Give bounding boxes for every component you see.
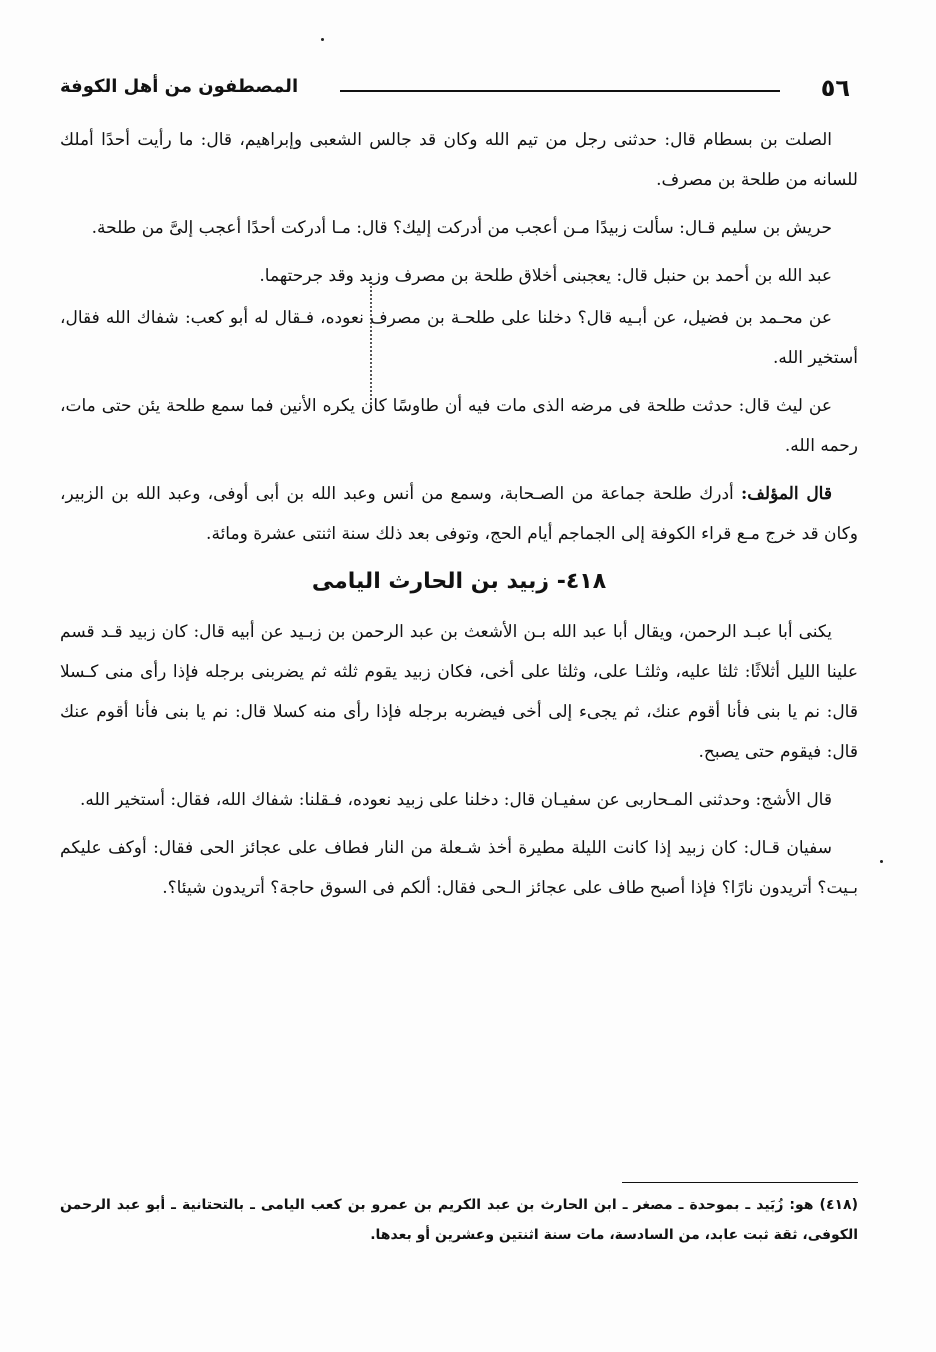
paragraph-text: سفيان قـال: كان زبيد إذا كانت الليلة مطيرة أخذ شـعلة من النار فطاف على عجائز الحى فقال: أوكف عليكم بـيت؟ أتريدون نارًا؟ فإذا أصبح طاف على عجائز الـحى فقال: ألكم فى السوق حاجة؟ أتريدون شيئا؟. [60, 838, 858, 898]
page-number: ٥٦ [820, 74, 850, 102]
paragraph [60, 612, 858, 772]
paragraph [60, 780, 858, 820]
paragraph-text: عبد الله بن أحمد بن حنبل قال: يعجبنى أخلاق طلحة بن مصرف وزيد وقد جرحتهما. [259, 266, 832, 286]
page-header [60, 70, 850, 110]
paragraph [60, 474, 858, 554]
paragraph [60, 208, 858, 248]
paragraph-text: يكنى أبا عبـد الرحمن، ويقال أبا عبد الله بـن الأشعث بن عبد الرحمن بن زبـيد عن أبيه قال: كان زبيد قـد قسم علينا الليل أثلاثًا: ثلثا عليه، وثلثـا على، وثلثا على أخى، فكان زبيد يقوم ثلثه ثم يضربنى برجله فإذا رأى منى كـسلا قال: نم يا بنى فأنا أقوم عنك، ثم يجىء إلى أخى فيضربه برجله فإذا رأى منه كسلا قال: نم يا بنى فأنا أقوم عنك قال: فيقوم حتى يصبح. [60, 622, 858, 762]
paragraph-text: أدرك طلحة جماعة من الصـحابة، وسمع من أنس وعبد الله بن أبى أوفى، وعبد الله بن الزبير، وكان قد خرج مـع قراء الكوفة إلى الجماجم أيام الحج، وتوفى بعد ذلك سنة اثنتى عشرة ومائة. [60, 484, 858, 544]
paragraph-text: الصلت بن بسطام قال: حدثنى رجل من تيم الله وكان قد جالس الشعبى وإبراهيم، قال: ما رأيت أحدًا أملك للسانه من طلحة بن مصرف. [60, 130, 858, 190]
paragraph [60, 386, 858, 466]
paragraph-text: قال الأشج: وحدثنى المـحاربى عن سفيـان قال: دخلنا على زبيد نعوده، فـقلنا: شفاك الله، فقال: أستخير الله. [79, 790, 832, 810]
paragraph [60, 256, 858, 296]
footnote-rule [622, 1182, 858, 1183]
paragraph-text: عن محـمد بن فضيل، عن أبـيه قال؟ دخلنا على طلحـة بن مصرف نعوده، فـقال له أبو كعب: شفاك الله فقال، أستخير الله. [60, 308, 858, 368]
scan-speck [880, 860, 883, 863]
paragraph [60, 120, 858, 200]
paragraph-lead: قال المؤلف: [741, 484, 832, 504]
footnote: (٤١٨) هو: زُبَيد ـ بموحدة ـ مصغر ـ ابن الحارث بن عبد الكريم بن عمرو بن كعب اليامى ـ بالتحتانية ـ أبو عبد الرحمن الكوفى، ثقة ثبت عابد، من السادسة، مات سنة اثنتين وعشرين أو بعدها. [60, 1197, 858, 1243]
scan-speck [321, 38, 324, 41]
running-title: المصطفون من أهل الكوفة [60, 76, 299, 97]
main-text [60, 120, 858, 916]
paragraph-text: عن ليث قال: حدثت طلحة فى مرضه الذى مات فيه أن طاوسًا كان يكره الأنين فما سمع طلحة يئن حتى مات، رحمه الله. [60, 396, 858, 456]
paragraph [60, 828, 858, 908]
header-rule [340, 90, 780, 92]
paragraph [60, 298, 858, 378]
paragraph-text: حريش بن سليم قـال: سألت زبيدًا مـن أعجب من أدركت إليك؟ قال: مـا أدركت أحدًا أعجب إلىَّ من طلحة. [91, 218, 832, 238]
section-heading: ٤١٨- زبيد بن الحارث اليامى [311, 569, 607, 594]
